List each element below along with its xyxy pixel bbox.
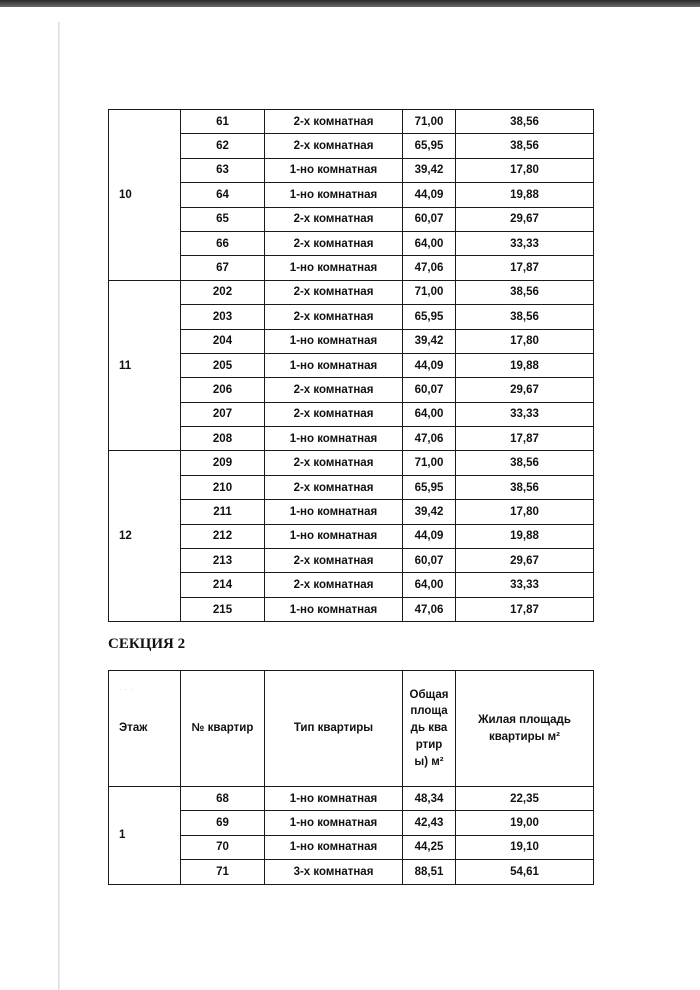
apartment-type-cell: 1-но комнатная bbox=[265, 329, 403, 353]
total-area-cell: 39,42 bbox=[403, 500, 456, 524]
apartment-type-cell: 1-но комнатная bbox=[265, 427, 403, 451]
apartment-number-cell: 211 bbox=[181, 500, 265, 524]
apartment-type-cell: 1-но комнатная bbox=[265, 158, 403, 182]
living-area-cell: 33,33 bbox=[456, 573, 594, 597]
apartment-type-cell: 1-но комнатная bbox=[265, 835, 403, 859]
total-area-cell: 65,95 bbox=[403, 305, 456, 329]
floor-cell: 10 bbox=[109, 110, 181, 281]
apartment-type-cell: 3-х комнатная bbox=[265, 860, 403, 884]
table-row bbox=[109, 183, 594, 207]
living-area-cell: 19,88 bbox=[456, 524, 594, 548]
apartment-number-cell: 215 bbox=[181, 597, 265, 621]
apartment-number-cell: 71 bbox=[181, 860, 265, 884]
table-row bbox=[109, 231, 594, 255]
apartment-number-cell: 70 bbox=[181, 835, 265, 859]
apartment-type-cell: 1-но комнатная bbox=[265, 353, 403, 377]
table-row bbox=[109, 427, 594, 451]
header-living-area: Жилая площадь квартиры м² bbox=[456, 671, 594, 787]
apartment-number-cell: 67 bbox=[181, 256, 265, 280]
apartment-type-cell: 2-х комнатная bbox=[265, 451, 403, 475]
apartment-type-cell: 2-х комнатная bbox=[265, 280, 403, 304]
apartment-number-cell: 208 bbox=[181, 427, 265, 451]
table-row bbox=[109, 860, 594, 884]
apartment-number-cell: 61 bbox=[181, 110, 265, 134]
table-row bbox=[109, 573, 594, 597]
living-area-cell: 19,88 bbox=[456, 183, 594, 207]
total-area-cell: 44,09 bbox=[403, 183, 456, 207]
living-area-cell: 38,56 bbox=[456, 134, 594, 158]
apartment-type-cell: 2-х комнатная bbox=[265, 134, 403, 158]
living-area-cell: 38,56 bbox=[456, 280, 594, 304]
total-area-cell: 39,42 bbox=[403, 158, 456, 182]
total-area-cell: 47,06 bbox=[403, 427, 456, 451]
header-apt-no: № квартир bbox=[181, 671, 265, 787]
living-area-cell: 38,56 bbox=[456, 451, 594, 475]
apartment-type-cell: 1-но комнатная bbox=[265, 524, 403, 548]
table-row bbox=[109, 475, 594, 499]
apartment-number-cell: 69 bbox=[181, 811, 265, 835]
apartment-type-cell: 1-но комнатная bbox=[265, 787, 403, 811]
table-row bbox=[109, 158, 594, 182]
total-area-cell: 71,00 bbox=[403, 110, 456, 134]
living-area-cell: 22,35 bbox=[456, 787, 594, 811]
living-area-cell: 33,33 bbox=[456, 231, 594, 255]
table-row bbox=[109, 811, 594, 835]
table-row bbox=[109, 787, 594, 811]
apartments-table-section-2 bbox=[108, 670, 594, 885]
table-row bbox=[109, 134, 594, 158]
table-row bbox=[109, 402, 594, 426]
total-area-cell: 47,06 bbox=[403, 256, 456, 280]
living-area-cell: 17,80 bbox=[456, 329, 594, 353]
total-area-cell: 65,95 bbox=[403, 475, 456, 499]
table-row bbox=[109, 378, 594, 402]
apartment-type-cell: 1-но комнатная bbox=[265, 500, 403, 524]
apartment-type-cell: 2-х комнатная bbox=[265, 305, 403, 329]
page-fold-line bbox=[58, 22, 60, 990]
living-area-cell: 33,33 bbox=[456, 402, 594, 426]
total-area-cell: 42,43 bbox=[403, 811, 456, 835]
living-area-cell: 38,56 bbox=[456, 305, 594, 329]
total-area-cell: 44,09 bbox=[403, 524, 456, 548]
table-row bbox=[109, 280, 594, 304]
living-area-cell: 29,67 bbox=[456, 378, 594, 402]
apartment-type-cell: 2-х комнатная bbox=[265, 231, 403, 255]
total-area-cell: 44,25 bbox=[403, 835, 456, 859]
total-area-cell: 64,00 bbox=[403, 573, 456, 597]
living-area-cell: 17,87 bbox=[456, 256, 594, 280]
living-area-cell: 19,10 bbox=[456, 835, 594, 859]
floor-cell: 12 bbox=[109, 451, 181, 622]
apartment-type-cell: 2-х комнатная bbox=[265, 549, 403, 573]
living-area-cell: 29,67 bbox=[456, 549, 594, 573]
living-area-cell: 19,00 bbox=[456, 811, 594, 835]
apartment-number-cell: 202 bbox=[181, 280, 265, 304]
apartment-number-cell: 68 bbox=[181, 787, 265, 811]
apartment-type-cell: 1-но комнатная bbox=[265, 183, 403, 207]
total-area-cell: 60,07 bbox=[403, 549, 456, 573]
apartment-number-cell: 207 bbox=[181, 402, 265, 426]
living-area-cell: 19,88 bbox=[456, 353, 594, 377]
apartments-table-section-1 bbox=[108, 109, 594, 622]
living-area-cell: 54,61 bbox=[456, 860, 594, 884]
section-title: СЕКЦИЯ 2 bbox=[108, 636, 186, 652]
table-header-row bbox=[109, 671, 594, 787]
apartment-number-cell: 203 bbox=[181, 305, 265, 329]
table-row bbox=[109, 207, 594, 231]
total-area-cell: 44,09 bbox=[403, 353, 456, 377]
living-area-cell: 17,80 bbox=[456, 158, 594, 182]
total-area-cell: 64,00 bbox=[403, 402, 456, 426]
table-row bbox=[109, 549, 594, 573]
apartment-number-cell: 209 bbox=[181, 451, 265, 475]
total-area-cell: 60,07 bbox=[403, 378, 456, 402]
apartment-type-cell: 1-но комнатная bbox=[265, 597, 403, 621]
apartment-type-cell: 2-х комнатная bbox=[265, 110, 403, 134]
total-area-cell: 39,42 bbox=[403, 329, 456, 353]
table-row bbox=[109, 451, 594, 475]
apartment-type-cell: 1-но комнатная bbox=[265, 811, 403, 835]
faint-mark: - - - bbox=[119, 683, 133, 694]
total-area-cell: 88,51 bbox=[403, 860, 456, 884]
header-floor: - - - Этаж bbox=[109, 671, 181, 787]
apartment-number-cell: 64 bbox=[181, 183, 265, 207]
apartment-type-cell: 2-х комнатная bbox=[265, 402, 403, 426]
apartment-number-cell: 212 bbox=[181, 524, 265, 548]
total-area-cell: 60,07 bbox=[403, 207, 456, 231]
apartment-type-cell: 2-х комнатная bbox=[265, 207, 403, 231]
floor-cell: 11 bbox=[109, 280, 181, 451]
scan-edge-shadow bbox=[0, 0, 700, 7]
apartments-table-body bbox=[109, 787, 594, 885]
apartment-type-cell: 2-х комнатная bbox=[265, 475, 403, 499]
total-area-cell: 48,34 bbox=[403, 787, 456, 811]
table-row bbox=[109, 353, 594, 377]
table-row bbox=[109, 305, 594, 329]
living-area-cell: 17,87 bbox=[456, 597, 594, 621]
apartment-number-cell: 204 bbox=[181, 329, 265, 353]
apartment-type-cell: 2-х комнатная bbox=[265, 378, 403, 402]
total-area-cell: 71,00 bbox=[403, 451, 456, 475]
total-area-cell: 64,00 bbox=[403, 231, 456, 255]
apartment-number-cell: 205 bbox=[181, 353, 265, 377]
table-row bbox=[109, 597, 594, 621]
table-row bbox=[109, 110, 594, 134]
apartment-type-cell: 1-но комнатная bbox=[265, 256, 403, 280]
living-area-cell: 38,56 bbox=[456, 475, 594, 499]
header-type: Тип квартиры bbox=[265, 671, 403, 787]
apartment-number-cell: 63 bbox=[181, 158, 265, 182]
living-area-cell: 29,67 bbox=[456, 207, 594, 231]
apartment-number-cell: 210 bbox=[181, 475, 265, 499]
table-row bbox=[109, 256, 594, 280]
total-area-cell: 71,00 bbox=[403, 280, 456, 304]
apartment-number-cell: 62 bbox=[181, 134, 265, 158]
apartment-number-cell: 206 bbox=[181, 378, 265, 402]
table-row bbox=[109, 835, 594, 859]
total-area-cell: 47,06 bbox=[403, 597, 456, 621]
table-row bbox=[109, 524, 594, 548]
apartment-number-cell: 213 bbox=[181, 549, 265, 573]
living-area-cell: 17,87 bbox=[456, 427, 594, 451]
living-area-cell: 38,56 bbox=[456, 110, 594, 134]
table-row bbox=[109, 500, 594, 524]
total-area-cell: 65,95 bbox=[403, 134, 456, 158]
apartment-number-cell: 66 bbox=[181, 231, 265, 255]
living-area-cell: 17,80 bbox=[456, 500, 594, 524]
apartment-number-cell: 65 bbox=[181, 207, 265, 231]
header-total-area: Общая площадь квартиры) м² bbox=[403, 671, 456, 787]
apartment-type-cell: 2-х комнатная bbox=[265, 573, 403, 597]
apartment-number-cell: 214 bbox=[181, 573, 265, 597]
floor-cell: 1 bbox=[109, 787, 181, 885]
apartments-table-body bbox=[109, 110, 594, 622]
table-row bbox=[109, 329, 594, 353]
